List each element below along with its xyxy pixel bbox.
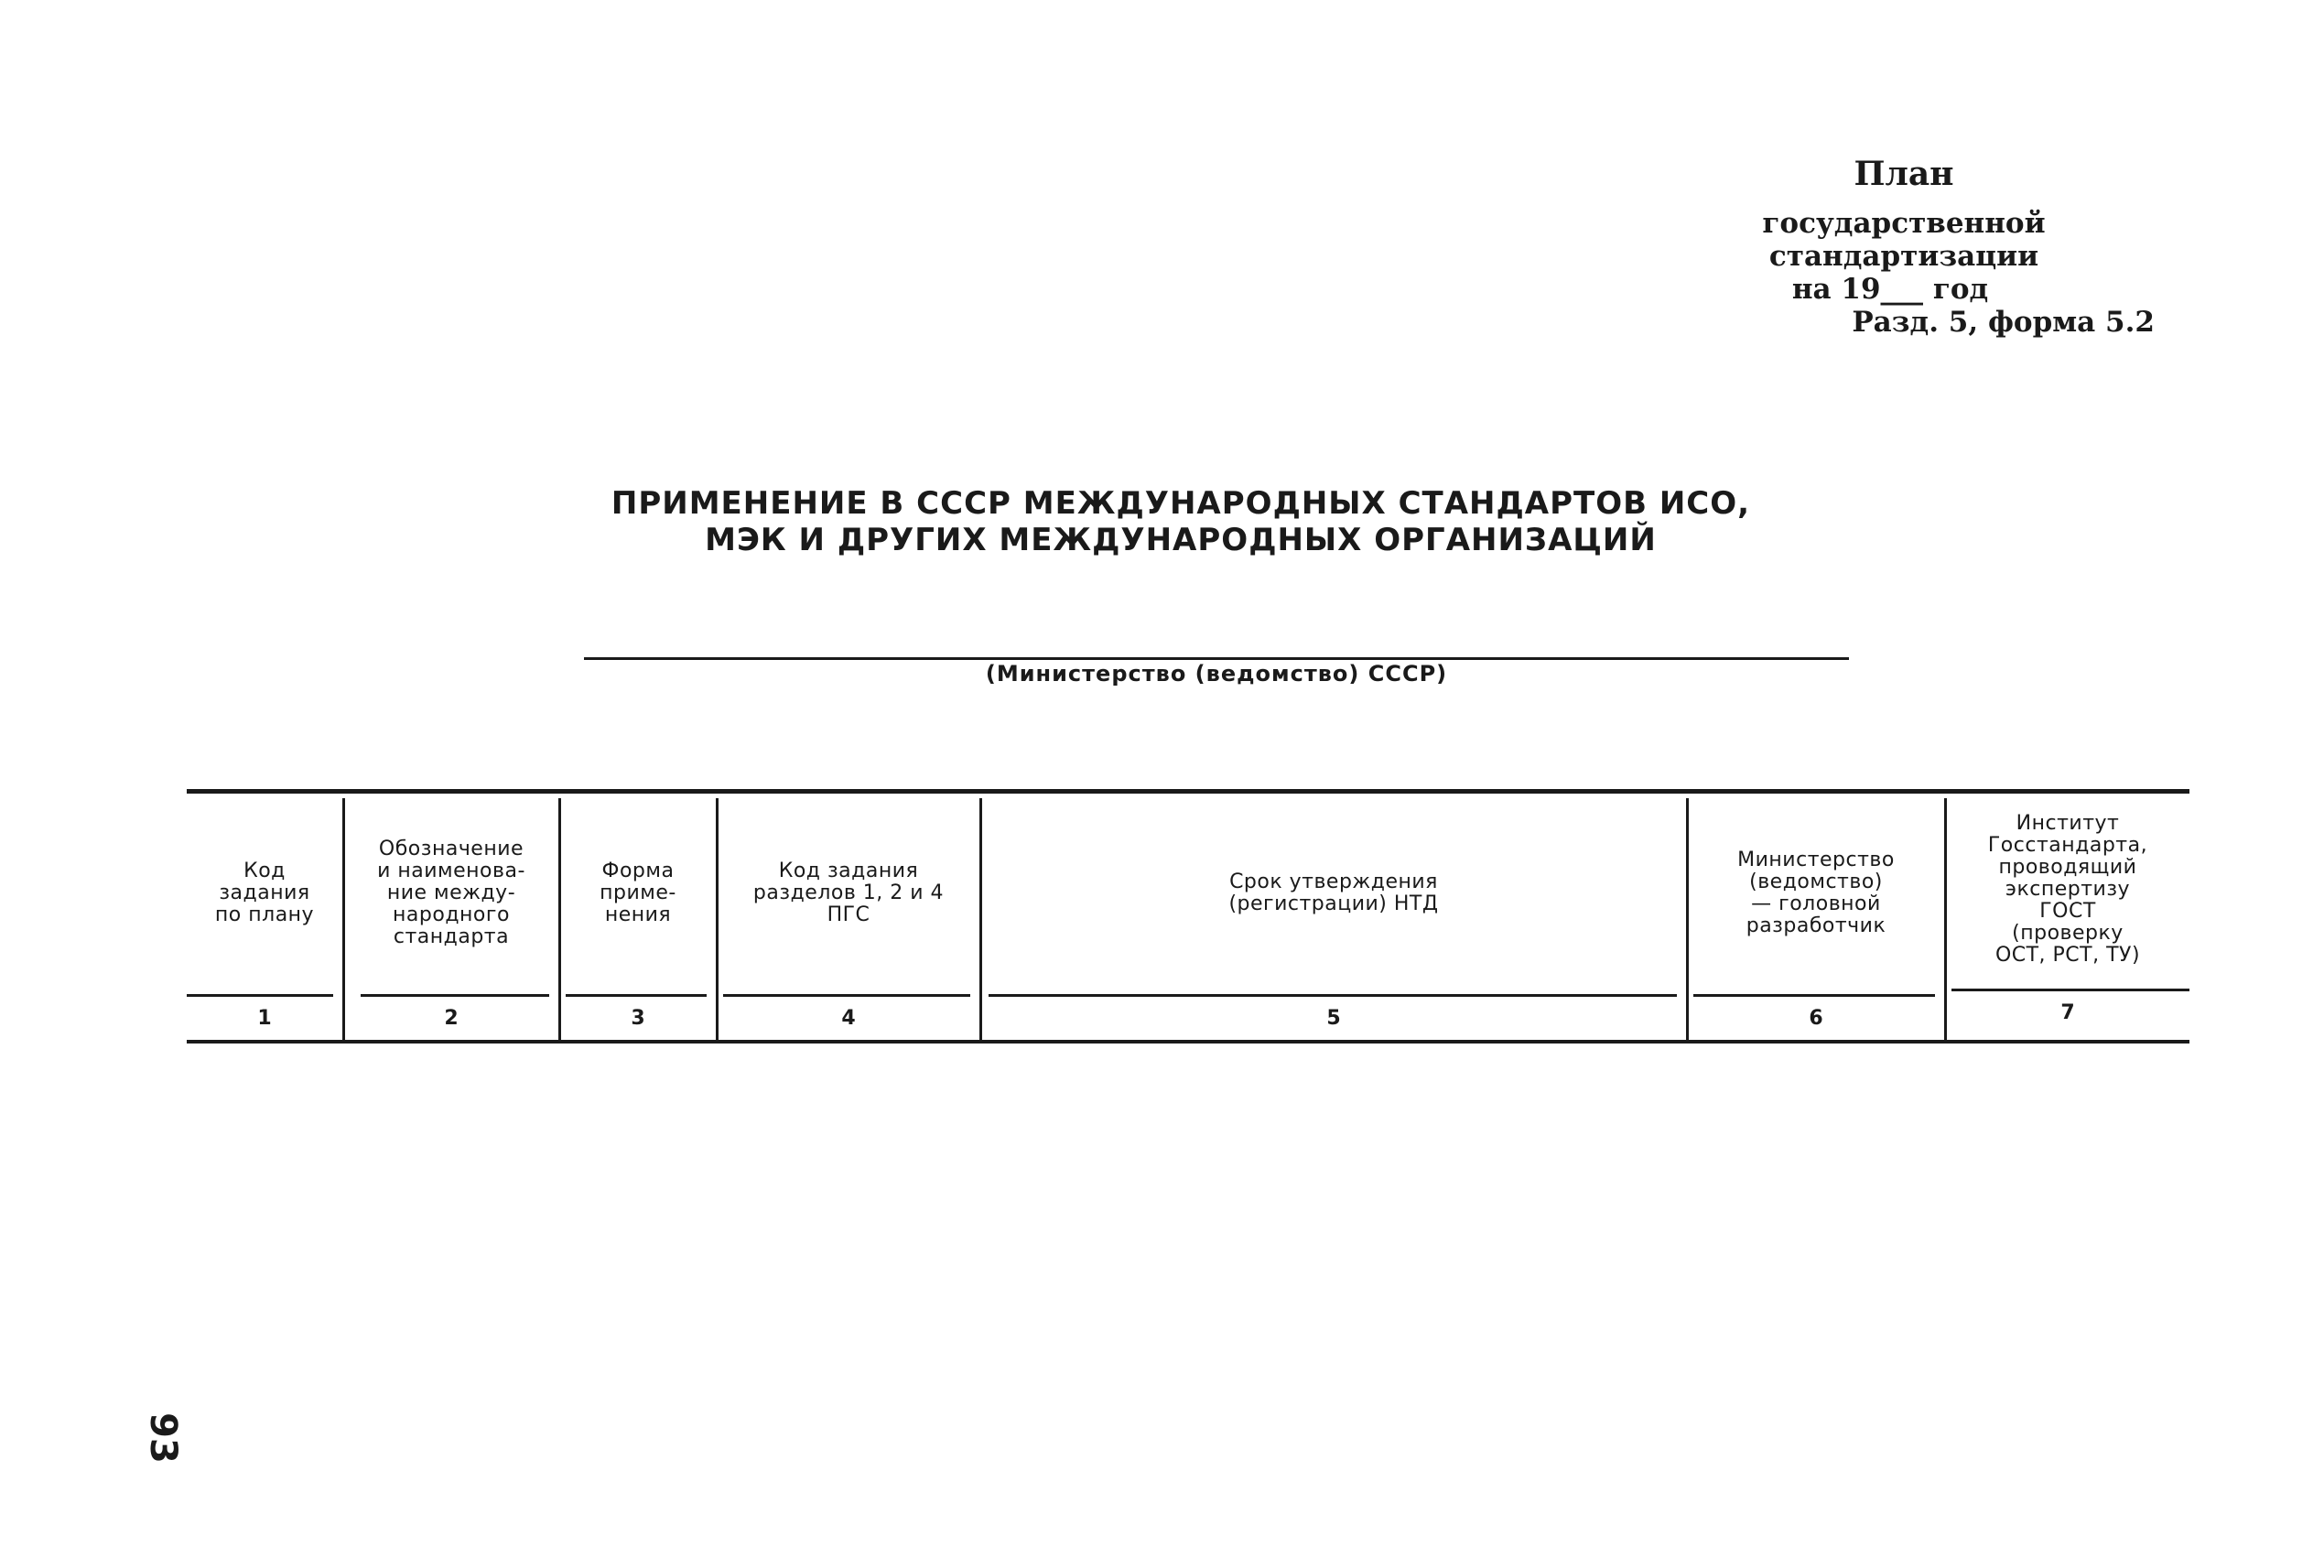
column-number: 2 xyxy=(444,1006,459,1030)
header-underline xyxy=(989,994,1677,997)
header-section-task-code: Код задания разделов 1, 2 и 4 ПГС xyxy=(752,860,945,926)
header-underline xyxy=(361,994,549,997)
table-top-rule xyxy=(187,789,2189,794)
plan-year: на 19___ год xyxy=(1791,273,1989,306)
column-number: 6 xyxy=(1809,1006,1823,1030)
column-number: 3 xyxy=(631,1006,645,1030)
table-bottom-rule xyxy=(187,1040,2189,1044)
column-number: 5 xyxy=(1326,1006,1341,1030)
column-number: 1 xyxy=(257,1006,272,1030)
page-number: 93 xyxy=(141,1412,184,1464)
header-underline xyxy=(1693,994,1935,997)
header-underline xyxy=(187,994,333,997)
ministry-caption: (Министерство (ведомство) СССР) xyxy=(985,661,1448,687)
plan-header xyxy=(1629,157,2178,339)
header-underline xyxy=(1951,989,2189,991)
form-table xyxy=(187,789,2189,1044)
document-title xyxy=(513,485,1849,558)
column-number: 4 xyxy=(841,1006,856,1030)
document-title-line-1: ПРИМЕНЕНИЕ В СССР МЕЖДУНАРОДНЫХ СТАНДАРТОВ ИСО, xyxy=(611,485,1751,522)
header-expert-institute: Институт Госстандарта, проводящий экспертизу ГОСТ (проверку ОСТ, РСТ, ТУ) xyxy=(1987,812,2148,967)
header-task-code: Код задания по плану xyxy=(214,860,315,926)
header-underline xyxy=(566,994,707,997)
ministry-fill-line xyxy=(584,657,1849,660)
header-application-form: Форма приме- нения xyxy=(600,860,676,926)
document-title-line-2: МЭК И ДРУГИХ МЕЖДУНАРОДНЫХ ОРГАНИЗАЦИЙ xyxy=(705,522,1657,558)
header-lead-ministry: Министерство (ведомство) — головной разработчик xyxy=(1737,849,1895,937)
header-underline xyxy=(723,994,970,997)
plan-subtitle: государственной стандартизации xyxy=(1762,207,2046,273)
header-approval-date: Срок утверждения (регистрации) НТД xyxy=(1228,871,1439,915)
column-number: 7 xyxy=(2060,1000,2075,1024)
header-standard-designation: Обозначение и наименова- ние между- народного стандарта xyxy=(377,838,525,948)
plan-section: Разд. 5, форма 5.2 xyxy=(1852,306,2155,339)
plan-title: План xyxy=(1854,155,1954,193)
